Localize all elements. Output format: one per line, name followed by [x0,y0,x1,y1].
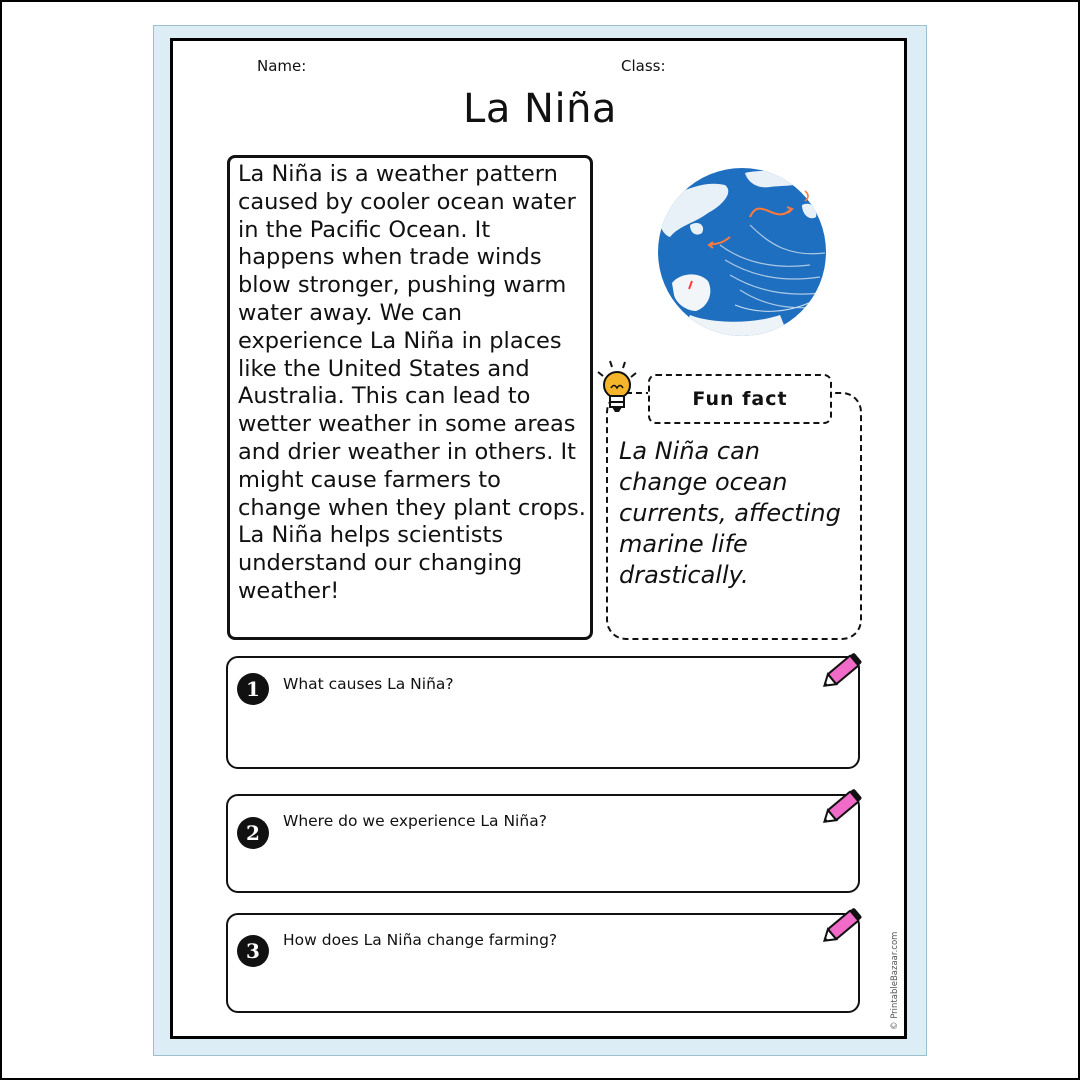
fun-fact-label: Fun fact [692,388,788,410]
pencil-icon [818,784,868,832]
question-3-number: 3 [237,935,269,967]
copyright-credit: © PrintableBazaar.com [890,931,900,1030]
question-2-number: 2 [237,817,269,849]
question-1-text: What causes La Niña? [283,675,454,693]
lightbulb-icon [592,358,640,420]
question-2-answer-box[interactable] [226,794,860,893]
question-1-answer-box[interactable] [226,656,860,769]
name-label: Name: [257,57,307,75]
class-label: Class: [621,57,666,75]
question-3-text: How does La Niña change farming? [283,931,558,949]
fun-fact-text: La Niña can change ocean currents, affecting marine life drastically. [619,437,841,589]
page-title: La Niña [463,86,617,132]
pencil-icon [818,648,868,696]
question-2-text: Where do we experience La Niña? [283,812,547,830]
pencil-icon [818,903,868,951]
question-3-answer-box[interactable] [226,913,860,1013]
question-1-number: 1 [237,673,269,705]
reading-passage: La Niña is a weather pattern caused by cooler ocean water in the Pacific Ocean. It happens when trade winds blow stronger, pushing warm water away. We can experience La Niña in places like the United States and Australia. This can lead to wetter weather in some areas and drier weather in others. It might cause farmers to change when they plant crops. La Niña helps scientists understand our changing weather! [238,161,586,604]
globe-icon [650,165,835,340]
